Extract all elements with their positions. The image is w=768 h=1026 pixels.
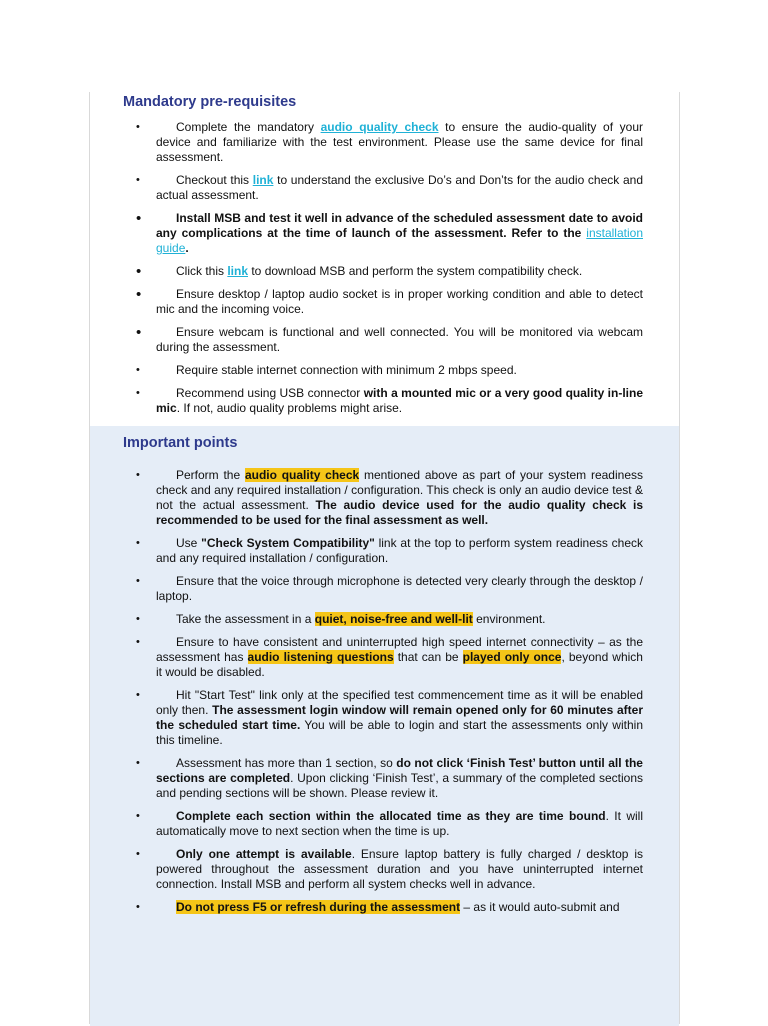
bullet: • — [136, 324, 142, 341]
bullet: • — [136, 575, 140, 587]
important-heading: Important points — [123, 435, 238, 451]
highlight: audio quality check — [244, 468, 360, 482]
mandatory-section — [90, 92, 679, 424]
bullet: • — [136, 174, 140, 186]
bullet: • — [136, 210, 142, 227]
bullet: • — [136, 636, 140, 648]
installation-guide-link[interactable]: installation guide — [156, 226, 643, 255]
important-item-finish-test: • Assessment has more than 1 section, so do not click ‘Finish Test’ button until all the sections are completed. Upon clicking ‘Finish Test’, a summary of the completed sections and pending sections will be shown. Please review it. — [136, 756, 643, 800]
important-item-connectivity: • Ensure to have consistent and uninterrupted high speed internet connectivity – as the assessment has audio listening questions that can be played only once, beyond which it would be disabled. — [136, 635, 643, 679]
important-item-audio-check: • Perform the audio quality check mentioned above as part of your system readiness check and any required installation / configuration. This check is only an audio device test & not the actual assessment. The audio device used for the audio quality check is recommended to be used for the final assessment as well. — [136, 468, 643, 527]
important-item-one-attempt: • Only one attempt is available. Ensure laptop battery is fully charged / desktop is powered throughout the assessment duration and you have uninterrupted internet connection. Install MSB and perform all system checks well in advance. — [136, 847, 643, 891]
bullet: • — [136, 286, 142, 303]
bullet: • — [136, 901, 140, 913]
bullet: • — [136, 263, 142, 280]
dos-donts-link[interactable]: link — [252, 173, 274, 187]
important-item-microphone: • Ensure that the voice through microphone is detected very clearly through the desktop / laptop. — [136, 574, 643, 603]
important-item-time-bound: • Complete each section within the allocated time as they are time bound. It will automatically move to next section when the time is up. — [136, 809, 643, 838]
bullet: • — [136, 810, 140, 822]
bullet: • — [136, 537, 140, 549]
mandatory-item-audio-socket: • Ensure desktop / laptop audio socket is in proper working condition and able to detect mic and the incoming voice. — [136, 286, 643, 316]
download-msb-link[interactable]: link — [227, 264, 249, 278]
mandatory-item-internet: • Require stable internet connection with minimum 2 mbps speed. — [136, 363, 517, 377]
bullet: • — [136, 387, 140, 399]
important-item-environment: • Take the assessment in a quiet, noise-free and well-lit environment. — [136, 612, 546, 626]
important-item-start-test: • Hit "Start Test" link only at the specified test commencement time as it will be enabled only then. The assessment login window will remain opened only for 60 minutes after the scheduled start time. You will be able to login and start the assessments only within this timeline. — [136, 688, 643, 747]
highlight: audio listening questions — [247, 650, 394, 664]
mandatory-list — [136, 120, 643, 424]
mandatory-item-install-msb: • Install MSB and test it well in advance of the scheduled assessment date to avoid any complications at the time of launch of the assessment. Refer to the installation guide. — [136, 210, 643, 255]
bullet: • — [136, 469, 140, 481]
important-section — [90, 426, 679, 1026]
important-list — [136, 468, 643, 923]
mandatory-item-download-msb: • Click this link to download MSB and perform the system compatibility check. — [136, 263, 583, 280]
mandatory-item-usb-mic: • Recommend using USB connector with a mounted mic or a very good quality in-line mic. If not, audio quality problems might arise. — [136, 386, 643, 415]
mandatory-heading: Mandatory pre-requisites — [123, 94, 297, 110]
audio-quality-check-link[interactable]: audio quality check — [320, 120, 439, 134]
document-frame — [89, 92, 680, 1024]
bullet: • — [136, 121, 140, 133]
bullet: • — [136, 757, 140, 769]
bullet: • — [136, 364, 140, 376]
important-item-no-refresh: • Do not press F5 or refresh during the assessment – as it would auto-submit and — [136, 900, 620, 914]
bullet: • — [136, 689, 140, 701]
mandatory-item-audio-check: • Complete the mandatory audio quality check to ensure the audio-quality of your device and familiarize with the test environment. Please use the same device for final assessment. — [136, 120, 643, 164]
mandatory-item-dos-donts: • Checkout this link to understand the exclusive Do’s and Don’ts for the audio check and actual assessment. — [136, 173, 643, 202]
bullet: • — [136, 848, 140, 860]
highlight: played only once — [462, 650, 562, 664]
highlight: quiet, noise-free and well-lit — [314, 612, 473, 626]
highlight: Do not press F5 or refresh during the assessment — [176, 900, 461, 914]
important-item-compatibility: • Use "Check System Compatibility" link at the top to perform system readiness check and any required installation / configuration. — [136, 536, 643, 565]
bullet: • — [136, 613, 140, 625]
mandatory-item-webcam: • Ensure webcam is functional and well connected. You will be monitored via webcam during the assessment. — [136, 324, 643, 354]
